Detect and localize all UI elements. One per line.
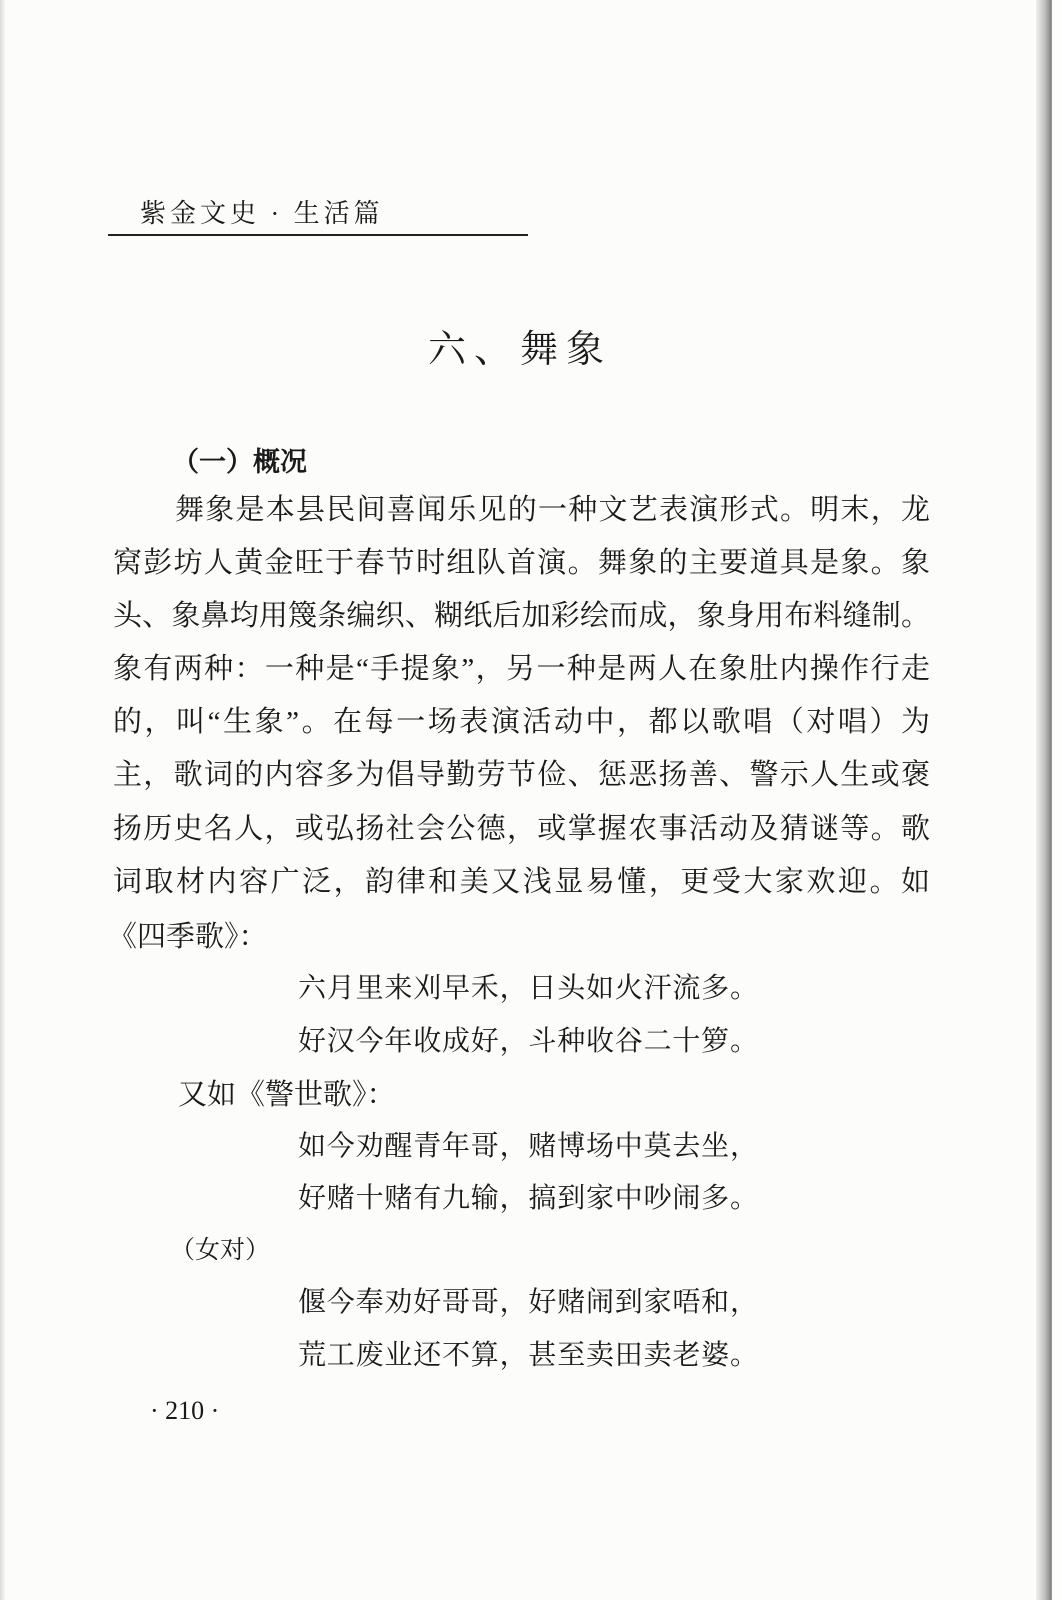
song-verse-line: 好赌十赌有九输，搞到家中吵闹多。 bbox=[298, 1183, 758, 1214]
paragraph-line: 扬历史名人，或弘扬社会公德，或掌握农事活动及猜谜等。歌 bbox=[113, 813, 930, 845]
paragraph-line: 主，歌词的内容多为倡导勤劳节俭、惩恶扬善、警示人生或褒 bbox=[113, 759, 930, 791]
paragraph-line: 象有两种：一种是“手提象”，另一种是两人在象肚内操作行走 bbox=[113, 653, 930, 685]
song-verse-line: 荒工废业还不算，甚至卖田卖老婆。 bbox=[298, 1340, 758, 1371]
paragraph-line: 《四季歌》： bbox=[108, 921, 268, 953]
song-verse-line: 好汉今年收成好，斗种收谷二十箩。 bbox=[298, 1026, 758, 1057]
scan-edge-right bbox=[1036, 0, 1062, 1600]
female-reply-label: （女对） bbox=[170, 1237, 271, 1264]
page-number: · 210 · bbox=[150, 1396, 220, 1425]
song-verse-line: 六月里来刈早禾，日头如火汗流多。 bbox=[298, 973, 758, 1004]
running-head-rule bbox=[108, 234, 528, 236]
scan-edge-left bbox=[0, 0, 6, 1600]
song-intro: 又如《警世歌》： bbox=[178, 1079, 396, 1111]
paragraph-line: 舞象是本县民间喜闻乐见的一种文艺表演形式。明末，龙 bbox=[175, 494, 930, 526]
song-verse-line: 偃今奉劝好哥哥，好赌闹到家唔和， bbox=[298, 1287, 758, 1318]
paragraph-line: 词取材内容广泛，韵律和美又浅显易懂，更受大家欢迎。如 bbox=[113, 866, 930, 898]
subheading: （一）概况 bbox=[172, 447, 307, 477]
running-head: 紫金文史 · 生活篇 bbox=[140, 199, 384, 228]
song-verse-line: 如今劝醒青年哥，赌博场中莫去坐， bbox=[298, 1131, 758, 1162]
paragraph-line: 的，叫“生象”。在每一场表演活动中，都以歌唱（对唱）为 bbox=[113, 706, 930, 738]
paragraph-line: 头、象鼻均用篾条编织、糊纸后加彩绘而成，象身用布料缝制。 bbox=[113, 600, 930, 632]
section-title: 六、舞象 bbox=[427, 329, 612, 371]
paragraph-line: 窝彭坊人黄金旺于春节时组队首演。舞象的主要道具是象。象 bbox=[113, 547, 930, 579]
